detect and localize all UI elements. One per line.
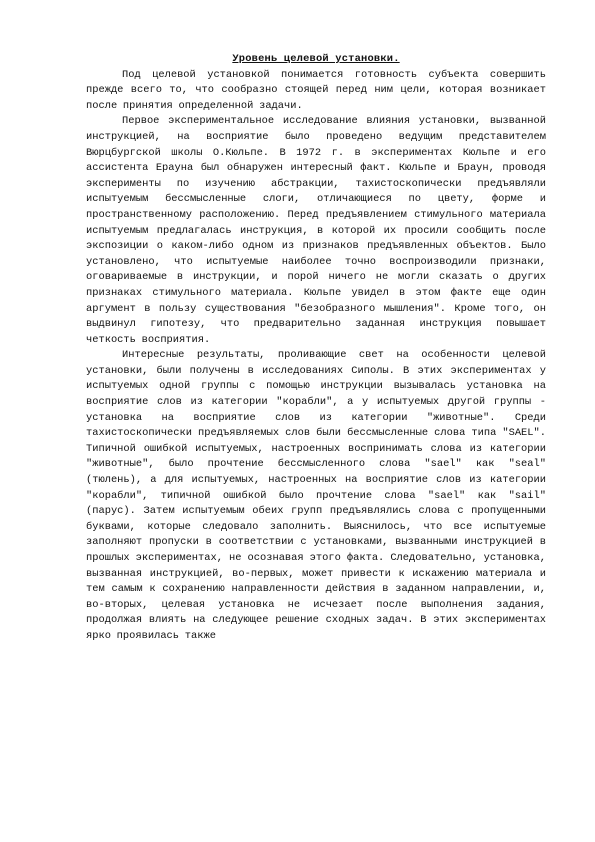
paragraph-2: Первое экспериментальное исследование влияния установки, вызванной инструкцией, на восприятие было проведено ведущим представителем Вюрцбургской школы О.Кюльпе. В 1972 г. в экспериментах Кюльпе и его ассистента Ераунa был обнаружен интересный факт. Кюльпе и Браун, проводя эксперименты по изучению абстракции, тахистоскопически предъявляли испытуемым бессмысленные слоги, отличающиеся по цвету, форме и пространственному расположению. Перед предъявлением стимульного материала испытуемым предлагалась инструкция, в которой их просили сообщить после экспозиции о каком-либо одном из признаков предъявленных объектов. Было установлено, что испытуемые наиболее точно воспроизводили признаки, оговариваемые в инструкции, и порой ничего не могли сказать о других признаках стимульного материала. Кюльпе увидел в этом факте еще один аргумент в пользу существования "безобразного мышления". Кроме того, он выдвинул гипотезу, что предварительно заданная инструкция повышает четкость восприятия. [86, 115, 546, 346]
section-title: Уровень целевой установки. [232, 53, 400, 65]
paragraph-1: Под целевой установкой понимается готовность субъекта совершить прежде всего то, что сообразно стоящей перед ним цели, которая возникает после принятия определенной задачи. [86, 68, 546, 112]
text-body [86, 52, 546, 645]
paragraph-3: Интересные результаты, проливающие свет на особенности целевой установки, были получены в исследованиях Сиполы. В этих экспериментах у испытуемых одной группы с помощью инструкции вызывалась установка на восприятие слов из категории "корабли", а у испытуемых другой группы - установка на восприятие слов из категории "животные". Среди тахистоскопически предъявляемых слов были бессмысленные слова типа "SAEL". Типичной ошибкой испытуемых, настроенных воспринимать слова из категории "животные", было прочтение бессмысленного слова "sael" как "seal" (тюлень), а для испытуемых, настроенных на восприятие слов из категории "корабли", типичной ошибкой было прочтение слова "sael" как "sail" (парус). Затем испытуемым обеих групп предъявлялись слова с пропущенными буквами, которые следовало заполнить. Выяснилось, что все испытуемые заполняют пропуски в соответствии с установками, вызванными инструкцией в прошлых экспериментах, не осознавая этого факта. Следовательно, установка, вызванная инструкцией, во-первых, может привести к искажению материала и тем самым к сохранению направленности действия в заданном направлении, и, во-вторых, целевая установка не исчезает после выполнения задания, продолжая влиять на следующее решение сходных задач. В этих экспериментах ярко проявилась также [86, 349, 546, 642]
